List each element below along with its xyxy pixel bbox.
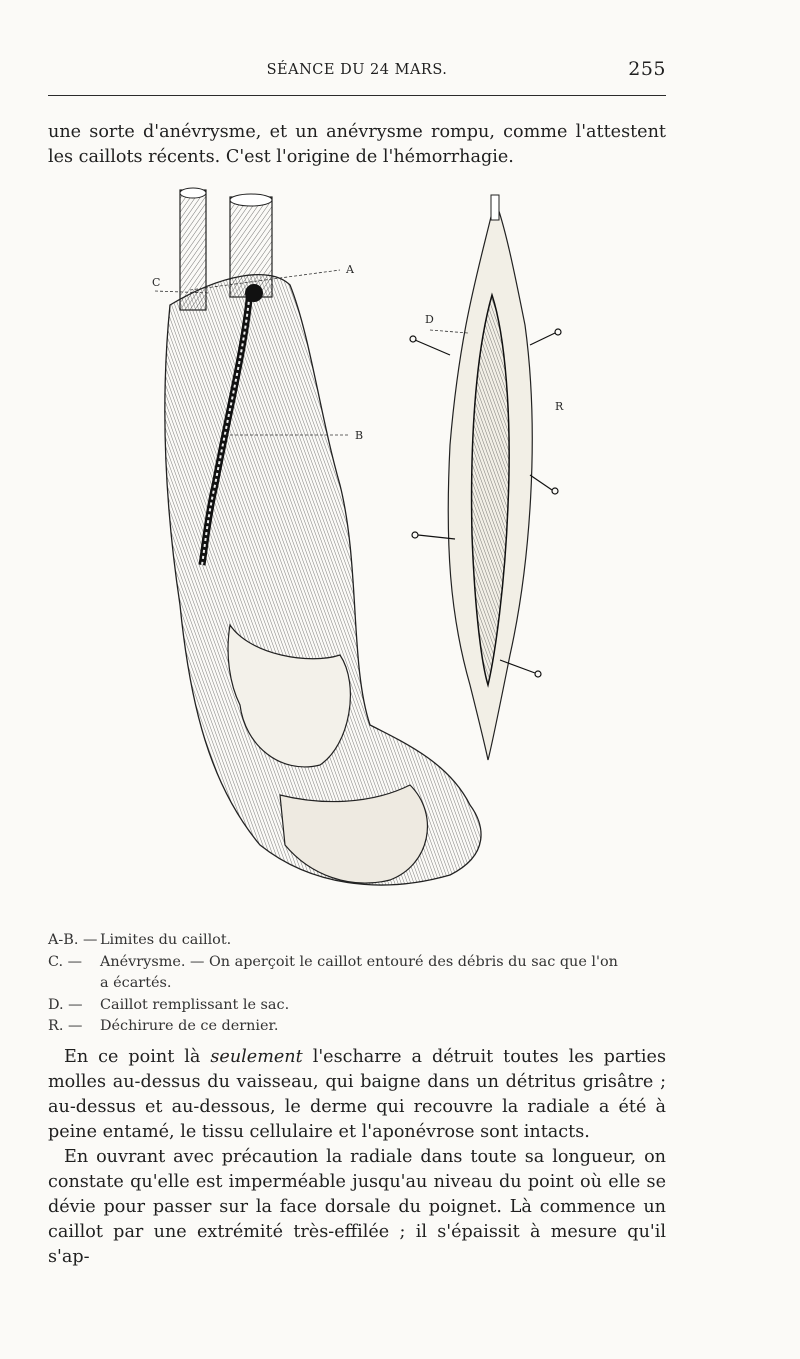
legend-item (48, 1016, 666, 1038)
emphasis-seulement: seulement (210, 1047, 303, 1067)
header-rule (48, 95, 666, 96)
legend-text: Déchirure de ce dernier. (100, 1018, 279, 1034)
paragraph-1-rest: l'escharre a détruit toutes les parties molles au-dessus du vaisseau, qui baigne dans un détritus grisâtre ; au-dessus et au-dessous, le derme qui recouvre la radiale a été à peine entamé, le tissu cellulaire et l'aponévrose sont intacts. (48, 1047, 666, 1142)
body-paragraphs (48, 1045, 666, 1270)
running-title: SÉANCE DU 24 MARS. (266, 62, 448, 78)
label-a: A (346, 263, 354, 276)
label-b: B (355, 429, 364, 442)
label-d: D (425, 313, 434, 326)
legend-text: Limites du caillot. (100, 932, 232, 948)
legend-key: R. — (48, 1018, 83, 1034)
legend-key: D. — (48, 996, 83, 1013)
legend-text: Anévrysme. — On aperçoit le caillot entouré des débris du sac que l'on (100, 953, 618, 970)
figure-legend (48, 930, 666, 1038)
paragraph-1 (48, 1045, 666, 1145)
legend-item (48, 930, 666, 952)
legend-text: Caillot remplissant le sac. (100, 996, 290, 1013)
legend-item (48, 952, 666, 995)
right-specimen (410, 195, 564, 760)
anatomical-figure (150, 185, 580, 915)
legend-item (48, 995, 666, 1017)
label-r: R (555, 400, 564, 413)
legend-text-continued: a écartés. (100, 975, 172, 991)
legend-key: C. — (48, 953, 83, 970)
paragraph-1-start: En ce point là (64, 1047, 211, 1067)
running-head (48, 58, 666, 86)
figure-engraving (150, 185, 580, 915)
intro-paragraph (48, 120, 666, 170)
paragraph-2: En ouvrant avec précaution la radiale dans toute sa longueur, on constate qu'elle est imperméable jusqu'au niveau du point où elle se dévie pour passer sur la face dorsale du poignet. Là commence un caillot par une extrémité très-effilée ; il s'épaissit à mesure qu'il s'ap- (48, 1147, 666, 1267)
page-number: 255 (628, 58, 666, 80)
intro-text: une sorte d'anévrysme, et un anévrysme rompu, comme l'attestent les caillots récents. C'est l'origine de l'hémorrhagie. (48, 122, 666, 167)
label-c: C (152, 276, 161, 289)
legend-key: A-B. — (48, 932, 98, 948)
